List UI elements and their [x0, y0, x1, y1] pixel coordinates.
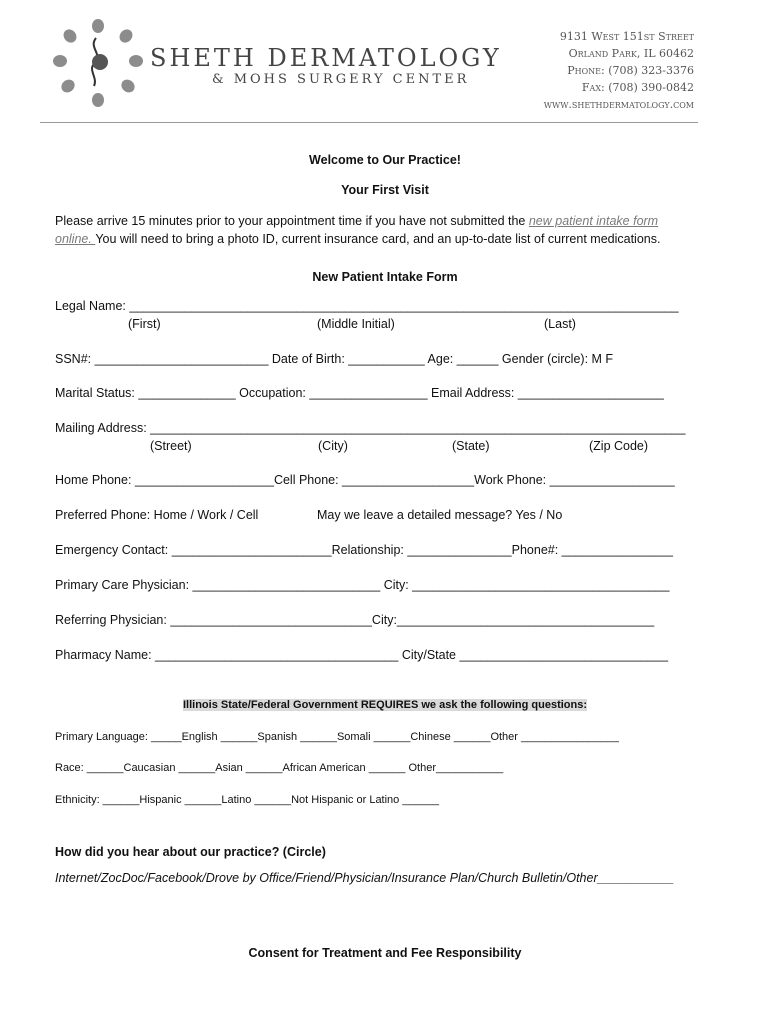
arrival-instructions	[55, 212, 695, 248]
website[interactable]: www.shethdermatology.com	[543, 98, 694, 111]
first-name-label: (First)	[128, 317, 161, 331]
form-title: New Patient Intake Form	[312, 270, 458, 284]
address-line-2: Orland Park, IL 60462	[568, 47, 694, 60]
referral-question: How did you hear about our practice? (Circle)	[55, 845, 326, 859]
address-line-1: 9131 West 151st Street	[559, 30, 694, 43]
welcome-heading: Welcome to Our Practice!	[309, 153, 461, 167]
phone-numbers-row[interactable]: Home Phone: ____________________Cell Phone: ___________________Work Phone: __________________	[55, 473, 675, 487]
emergency-contact-row[interactable]: Emergency Contact: _______________________Relationship: _______________Phone#: ________________	[55, 543, 673, 557]
referring-physician-row[interactable]: Referring Physician: _____________________________City:_____________________________________	[55, 613, 655, 627]
ethnicity-row[interactable]: Ethnicity: ______Hispanic ______Latino ______Not Hispanic or Latino ______	[55, 794, 440, 806]
legal-name-field[interactable]: Legal Name: _______________________________________________________________________________	[55, 299, 679, 313]
zip-label: (Zip Code)	[589, 439, 649, 453]
arrival-text-2: You will need to bring a photo ID, current insurance card, and an up-to-date list of current medications.	[95, 232, 661, 246]
ssn-dob-age-gender-row[interactable]: SSN#: _________________________ Date of Birth: ___________ Age: ______ Gender (circle): M F	[55, 352, 614, 366]
phone-number: Phone: (708) 323-3376	[567, 64, 694, 77]
marital-occupation-email-row[interactable]: Marital Status: ______________ Occupation: _________________ Email Address: _____________________	[55, 386, 664, 400]
intake-form-link[interactable]: new patient intake form	[528, 214, 659, 228]
intake-form-link-online[interactable]: online.	[55, 232, 96, 246]
state-label: (State)	[452, 439, 490, 453]
primary-care-row[interactable]: Primary Care Physician: ___________________________ City: _____________________________________	[55, 578, 670, 592]
first-visit-heading: Your First Visit	[341, 183, 429, 197]
logo-mark-icon	[48, 16, 148, 116]
consent-heading: Consent for Treatment and Fee Responsibility	[248, 946, 522, 960]
government-notice	[0, 699, 770, 711]
middle-initial-label: (Middle Initial)	[317, 317, 395, 331]
primary-language-row[interactable]: Primary Language: _____English ______Spanish ______Somali ______Chinese ______Other ________________	[55, 731, 619, 743]
pharmacy-row[interactable]: Pharmacy Name: ___________________________________ City/State ______________________________	[55, 648, 669, 662]
city-label: (City)	[318, 439, 348, 453]
arrival-text-1: Please arrive 15 minutes prior to your appointment time if you have not submitted the	[55, 214, 529, 228]
practice-logo	[48, 16, 148, 116]
practice-subtitle: & MOHS SURGERY CENTER	[212, 72, 470, 87]
last-name-label: (Last)	[544, 317, 576, 331]
header-divider	[40, 122, 698, 123]
detailed-message-field[interactable]: May we leave a detailed message? Yes / No	[317, 508, 563, 522]
preferred-phone-field[interactable]: Preferred Phone: Home / Work / Cell	[55, 508, 259, 522]
race-row[interactable]: Race: ______Caucasian ______Asian ______African American ______ Other___________	[55, 762, 504, 774]
government-notice-text: Illinois State/Federal Government REQUIRES we ask the following questions:	[182, 699, 588, 711]
fax-number: Fax: (708) 390-0842	[581, 81, 694, 94]
mailing-address-field[interactable]: Mailing Address: _____________________________________________________________________________	[55, 421, 686, 435]
practice-name: SHETH DERMATOLOGY	[150, 44, 502, 72]
referral-options[interactable]: Internet/ZocDoc/Facebook/Drove by Office/Friend/Physician/Insurance Plan/Church Bulletin/Other___________	[55, 871, 675, 885]
street-label: (Street)	[150, 439, 192, 453]
